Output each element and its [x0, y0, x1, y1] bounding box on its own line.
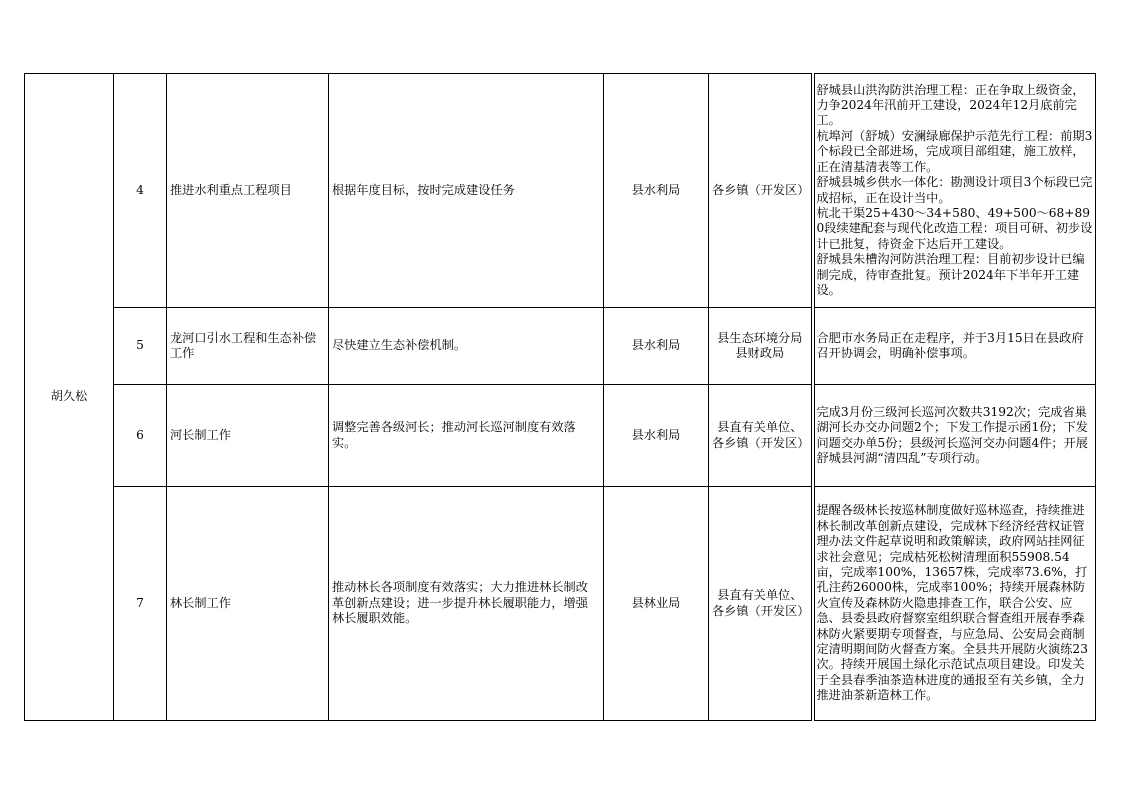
cooperating-unit-cell: 县直有关单位、各乡镇（开发区） [709, 487, 813, 721]
responsible-person-cell: 胡久松 [25, 74, 114, 721]
table-row [25, 308, 1096, 385]
task-name-cell: 推进水利重点工程项目 [167, 74, 329, 308]
progress-cell: 提醒各级林长按巡林制度做好巡林巡查，持续推进林长制改革创新点建设，完成林下经济经营权证管理办法文件起草说明和政策解读，政府网站挂网征求社会意见；完成枯死松树清理面积55908.54亩，完成率100%，13657株，完成率73.6%，打孔注药26000株，完成率100%；持续开展森林防火宣传及森林防火隐患排查工作，联合公安、应急、县委县政府督察室组织联合督查组开展春季森林防火紧要期专项督查，与应急局、公安局会商制定清明期间防火督查方案。全县共开展防火演练23次。持续开展国土绿化示范试点项目建设。印发关于全县春季油茶造林进度的通报至有关乡镇，全力推进油茶新造林工作。 [813, 487, 1096, 721]
table-row [25, 74, 1096, 308]
row-number-cell: 7 [114, 487, 167, 721]
row-number-cell: 4 [114, 74, 167, 308]
work-task-table [24, 73, 1096, 721]
lead-unit-cell: 县水利局 [604, 74, 709, 308]
progress-cell: 舒城县山洪沟防洪治理工程：正在争取上级资金，力争2024年汛前开工建设，2024年12月底前完工。 杭埠河（舒城）安澜绿廊保护示范先行工程：前期3个标段已全部进场，完成项目部组建，施工放样，正在清基清表等工作。 舒城县城乡供水一体化：勘测设计项目3个标段已完成招标，正在设计当中。 杭北干渠25+430～34+580、49+500～68+890段续建配套与现代化改造工程：项目可研、初步设计已批复，待资金下达后开工建设。 舒城县朱槽沟河防洪治理工程：目前初步设计已编制完成，待审查批复。预计2024年下半年开工建设。 [813, 74, 1096, 308]
table-row [25, 385, 1096, 487]
lead-unit-cell: 县林业局 [604, 487, 709, 721]
cooperating-unit-cell: 县生态环境分局 县财政局 [709, 308, 813, 385]
lead-unit-cell: 县水利局 [604, 385, 709, 487]
task-name-cell: 河长制工作 [167, 385, 329, 487]
progress-cell: 合肥市水务局正在走程序，并于3月15日在县政府召开协调会，明确补偿事项。 [813, 308, 1096, 385]
target-cell: 尽快建立生态补偿机制。 [329, 308, 604, 385]
target-cell: 推动林长各项制度有效落实；大力推进林长制改革创新点建设；进一步提升林长履职能力，增强林长履职效能。 [329, 487, 604, 721]
task-name-cell: 龙河口引水工程和生态补偿工作 [167, 308, 329, 385]
cooperating-unit-cell: 各乡镇（开发区） [709, 74, 813, 308]
target-cell: 调整完善各级河长；推动河长巡河制度有效落实。 [329, 385, 604, 487]
row-number-cell: 5 [114, 308, 167, 385]
task-name-cell: 林长制工作 [167, 487, 329, 721]
row-number-cell: 6 [114, 385, 167, 487]
cooperating-unit-cell: 县直有关单位、各乡镇（开发区） [709, 385, 813, 487]
target-cell: 根据年度目标，按时完成建设任务 [329, 74, 604, 308]
progress-cell: 完成3月份三级河长巡河次数共3192次；完成省巢湖河长办交办问题2个；下发工作提示函1份；下发问题交办单5份；县级河长巡河交办问题4件；开展舒城县河湖“清四乱”专项行动。 [813, 385, 1096, 487]
table-row [25, 487, 1096, 721]
lead-unit-cell: 县水利局 [604, 308, 709, 385]
